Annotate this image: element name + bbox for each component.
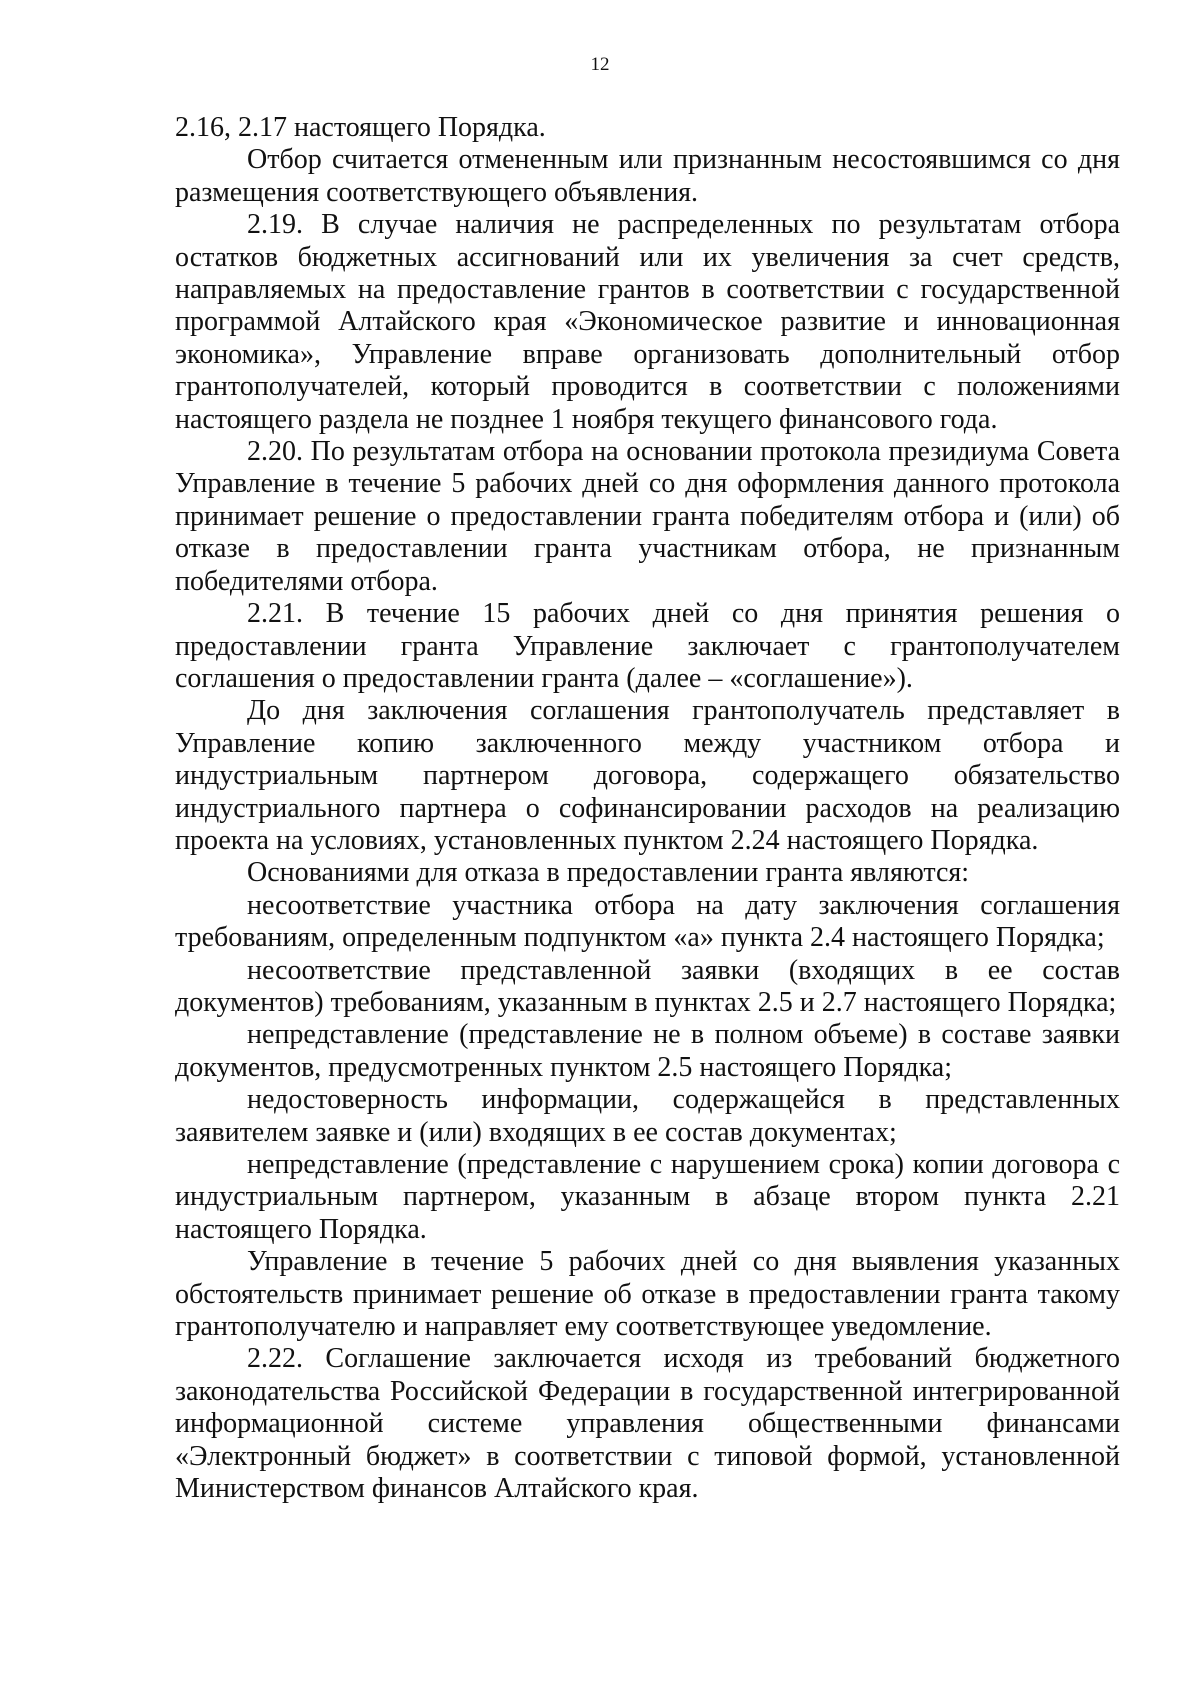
paragraph-2-19: 2.19. В случае наличия не распределенных по результатам отбора остатков бюджетных ассигнований или их увеличения за счет средств, направляемых на предоставление грантов в соответствии с государственной программой Алтайского края «Экономическое развитие и инновационная экономика», Управление вправе организовать дополнительный отбор грантополучателей, который проводится в соответствии с положениями настоящего раздела не позднее 1 ноября текущего финансового года. bbox=[175, 209, 1120, 435]
list-item-refusal-4: недостоверность информации, содержащейся в представленных заявителем заявке и (или) входящих в ее состав документах; bbox=[175, 1084, 1120, 1148]
list-item-refusal-1: несоответствие участника отбора на дату заключения соглашения требованиям, определенным подпунктом «а» пункта 2.4 настоящего Порядка; bbox=[175, 889, 1120, 954]
paragraph-contract-copy: До дня заключения соглашения грантополучатель представляет в Управление копию заключенного между участником отбора и индустриальным партнером договора, содержащего обязательство индустриального партнера о софинансировании расходов на реализацию проекта на условиях, установленных пунктом 2.24 настоящего Порядка. bbox=[175, 695, 1120, 856]
paragraph-selection-cancelled: Отбор считается отмененным или признанным несостоявшимся со дня размещения соответствующего объявления. bbox=[175, 144, 1120, 208]
list-item-refusal-3: непредставление (представление не в полном объеме) в составе заявки документов, предусмотренных пунктом 2.5 настоящего Порядка; bbox=[175, 1019, 1120, 1083]
paragraph-2-21: 2.21. В течение 15 рабочих дней со дня принятия решения о предоставлении гранта Управление заключает с грантополучателем соглашения о предоставлении гранта (далее – «соглашение»). bbox=[175, 598, 1120, 694]
paragraph-refusal-decision: Управление в течение 5 рабочих дней со дня выявления указанных обстоятельств принимает решение об отказе в предоставлении гранта такому грантополучателю и направляет ему соответствующее уведомление. bbox=[175, 1246, 1120, 1343]
list-item-refusal-5: непредставление (представление с нарушением срока) копии договора с индустриальным партнером, указанным в абзаце втором пункта 2.21 настоящего Порядка. bbox=[175, 1149, 1120, 1245]
paragraph-2-20: 2.20. По результатам отбора на основании протокола президиума Совета Управление в течение 5 рабочих дней со дня оформления данного протокола принимает решение о предоставлении гранта победителям отбора и (или) об отказе в предоставлении гранта участникам отбора, не признанным победителями отбора. bbox=[175, 436, 1120, 597]
page-number: 12 bbox=[590, 54, 610, 75]
list-item-refusal-2: несоответствие представленной заявки (входящих в ее состав документов) требованиям, указанным в пунктах 2.5 и 2.7 настоящего Порядка; bbox=[175, 954, 1120, 1018]
paragraph-2-22: 2.22. Соглашение заключается исходя из требований бюджетного законодательства Российской Федерации в государственной интегрированной информационной системе управления общественными финансами «Электронный бюджет» в соответствии с типовой формой, установленной Министерством финансов Алтайского края. bbox=[175, 1343, 1120, 1505]
paragraph-continuation: 2.16, 2.17 настоящего Порядка. bbox=[175, 112, 546, 143]
paragraph-refusal-grounds: Основаниями для отказа в предоставлении гранта являются: bbox=[247, 857, 970, 889]
document-body bbox=[175, 112, 1120, 1505]
